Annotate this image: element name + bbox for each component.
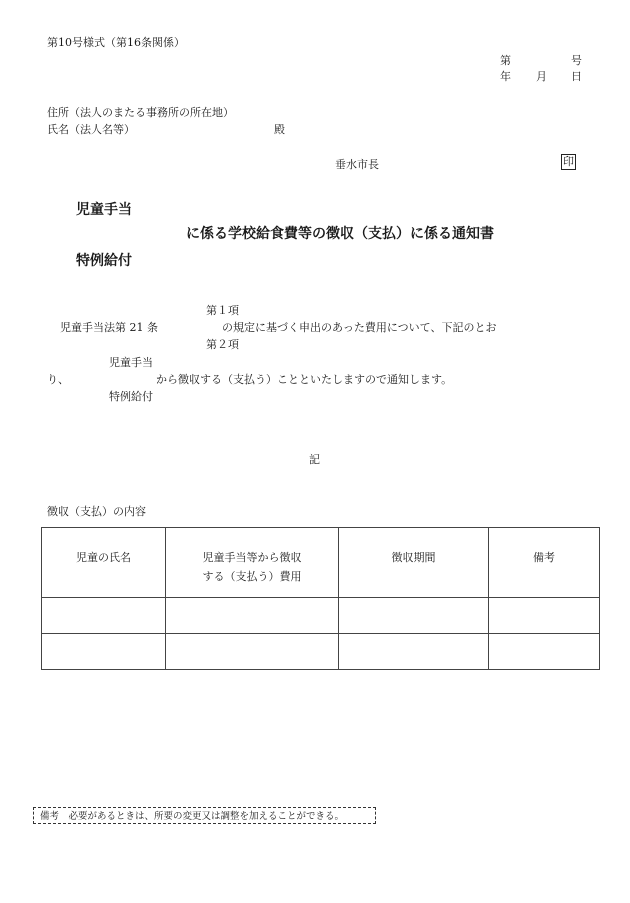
body-clause-b: 第２項 bbox=[206, 338, 239, 351]
section-heading: 徴収（支払）の内容 bbox=[47, 505, 146, 518]
name-label: 氏名（法人名等） bbox=[47, 123, 135, 136]
ki-heading: 記 bbox=[309, 453, 320, 466]
table-cell bbox=[489, 598, 600, 634]
table-cell bbox=[166, 634, 339, 670]
table-header-row bbox=[42, 528, 600, 598]
honorific: 殿 bbox=[274, 123, 285, 136]
body-option-b: 特例給付 bbox=[109, 390, 153, 403]
header-child-name: 児童の氏名 bbox=[42, 528, 166, 598]
table-row bbox=[42, 634, 600, 670]
page-title: に係る学校給食費等の徴収（支払）に係る通知書 bbox=[186, 226, 494, 242]
table-row bbox=[42, 598, 600, 634]
seal-mark: 印 bbox=[563, 155, 574, 168]
header-period: 徴収期間 bbox=[339, 528, 489, 598]
date-year: 年 bbox=[500, 70, 511, 83]
header-remarks: 備考 bbox=[489, 528, 600, 598]
issuer: 垂水市長 bbox=[335, 158, 379, 171]
body-law: 児童手当法第 21 条 bbox=[60, 321, 158, 334]
table-cell bbox=[42, 634, 166, 670]
title-option-a: 児童手当 bbox=[76, 202, 132, 218]
header-fee: 児童手当等から徴収 する（支払う）費用 bbox=[166, 528, 339, 598]
table-cell bbox=[489, 634, 600, 670]
body-line2-rest: から徴収する（支払う）ことといたしますので通知します。 bbox=[156, 373, 453, 386]
date-day: 日 bbox=[571, 70, 582, 83]
table-cell bbox=[42, 598, 166, 634]
remarks-note: 備考 必要があるときは、所要の変更又は調整を加えることができる。 bbox=[33, 807, 376, 824]
body-clause-a: 第１項 bbox=[206, 304, 239, 317]
body-option-a: 児童手当 bbox=[109, 356, 153, 369]
table-cell bbox=[166, 598, 339, 634]
address-label: 住所（法人のまたる事務所の所在地） bbox=[47, 106, 234, 119]
title-option-b: 特例給付 bbox=[76, 253, 132, 269]
number-go: 号 bbox=[571, 54, 582, 67]
date-month: 月 bbox=[536, 70, 547, 83]
body-line2-start: り、 bbox=[47, 373, 69, 386]
body-line1-rest: の規定に基づく申出のあった費用について、下記のとお bbox=[222, 321, 497, 334]
form-label: 第10号様式（第16条関係） bbox=[47, 36, 185, 49]
table-cell bbox=[339, 634, 489, 670]
content-table bbox=[41, 527, 600, 670]
number-dai: 第 bbox=[500, 54, 511, 67]
table-cell bbox=[339, 598, 489, 634]
